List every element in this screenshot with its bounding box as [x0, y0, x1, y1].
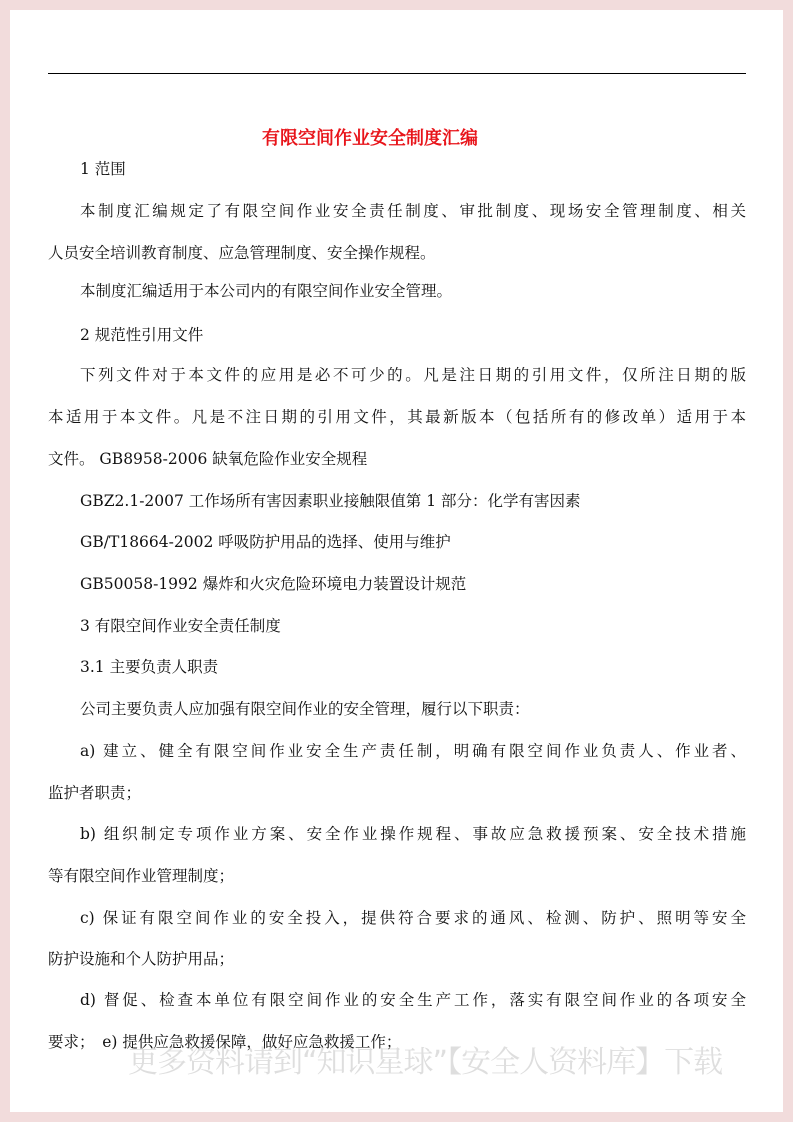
- text-line: a) 建立、健全有限空间作业安全生产责任制，明确有限空间作业负责人、作业者、: [80, 742, 746, 760]
- text-line: 监护者职责；: [48, 784, 142, 802]
- watermark: 更多资料请到“知识星球”【安全人资料库】下载: [128, 1045, 723, 1080]
- text-line: 人员安全培训教育制度、应急管理制度、安全操作规程。: [48, 244, 436, 262]
- document-title: 有限空间作业安全制度汇编: [262, 128, 478, 149]
- text-line: GB50058-1992 爆炸和火灾危险环境电力装置设计规范: [80, 575, 467, 593]
- text-line: 1 范围: [80, 160, 126, 178]
- text-line: 下列文件对于本文件的应用是必不可少的。凡是注日期的引用文件，仅所注日期的版: [80, 366, 746, 384]
- text-line: 3 有限空间作业安全责任制度: [80, 617, 281, 635]
- document-page: [10, 10, 783, 1112]
- text-line: 本制度汇编适用于本公司内的有限空间作业安全管理。: [80, 282, 453, 300]
- header-rule: [48, 73, 746, 74]
- text-line: c) 保证有限空间作业的安全投入，提供符合要求的通风、检测、防护、照明等安全: [80, 909, 746, 927]
- text-line: 本适用于本文件。凡是不注日期的引用文件，其最新版本（包括所有的修改单）适用于本: [48, 408, 746, 426]
- text-line: 文件。 GB8958-2006 缺氧危险作业安全规程: [48, 450, 368, 468]
- text-line: 2 规范性引用文件: [80, 326, 204, 344]
- text-line: 公司主要负责人应加强有限空间作业的安全管理，履行以下职责：: [80, 700, 530, 718]
- text-line: 本制度汇编规定了有限空间作业安全责任制度、审批制度、现场安全管理制度、相关: [80, 202, 746, 220]
- text-line: 等有限空间作业管理制度；: [48, 867, 235, 885]
- text-line: b) 组织制定专项作业方案、安全作业操作规程、事故应急救援预案、安全技术措施: [80, 825, 746, 843]
- text-line: 防护设施和个人防护用品；: [48, 950, 235, 968]
- text-line: 3.1 主要负责人职责: [80, 658, 219, 676]
- text-line: 要求； e) 提供应急救援保障，做好应急救援工作；: [48, 1033, 402, 1051]
- text-line: d) 督促、检查本单位有限空间作业的安全生产工作，落实有限空间作业的各项安全: [80, 991, 746, 1009]
- text-line: GB/T18664-2002 呼吸防护用品的选择、使用与维护: [80, 533, 451, 551]
- text-line: GBZ2.1-2007 工作场所有害因素职业接触限值第 1 部分：化学有害因素: [80, 492, 581, 510]
